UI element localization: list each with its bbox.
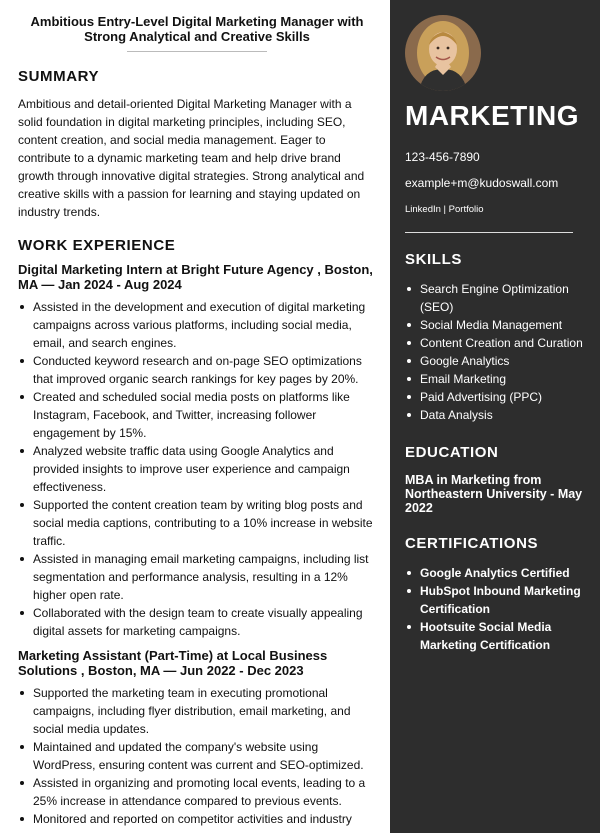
skill-item: Content Creation and Curation	[405, 334, 588, 352]
sidebar-divider	[405, 232, 573, 233]
job-2-bullet: Assisted in organizing and promoting local events, leading to a 25% increase in attendance compared to previous events.	[18, 774, 376, 810]
skill-item: Search Engine Optimization (SEO)	[405, 280, 588, 316]
skill-item: Data Analysis	[405, 406, 588, 424]
certification-item: Google Analytics Certified	[405, 564, 588, 582]
job-title-1: Digital Marketing Intern at Bright Future Agency , Boston, MA — Jan 2024 - Aug 2024	[18, 262, 373, 292]
job-1-bullet: Supported the content creation team by writing blog posts and social media captions, contributing to a 10% increase in website traffic.	[18, 496, 376, 550]
job-1-bullet: Assisted in managing email marketing campaigns, including list segmentation and performance analysis, resulting in a 12% higher open rate.	[18, 550, 376, 604]
certifications-heading: CERTIFICATIONS	[405, 535, 539, 552]
certification-item: HubSpot Inbound Marketing Certification	[405, 582, 588, 618]
skill-item: Paid Advertising (PPC)	[405, 388, 588, 406]
summary-heading: SUMMARY	[18, 68, 100, 85]
job-title-2: Marketing Assistant (Part-Time) at Local Business Solutions , Boston, MA — Jun 2022 - Dec 2023	[18, 648, 328, 678]
job-2-bullet: Monitored and reported on competitor activities and industry	[18, 810, 376, 828]
headline-divider	[127, 51, 267, 52]
work-experience-heading: WORK EXPERIENCE	[18, 237, 176, 254]
phone-number: 123-456-7890	[405, 150, 480, 164]
job-1-bullets	[18, 298, 376, 640]
job-1-bullet: Created and scheduled social media posts on platforms like Instagram, Facebook, and Twitter, increasing follower engagement by 15%.	[18, 388, 376, 442]
resume-sidebar	[390, 0, 600, 833]
summary-text: Ambitious and detail-oriented Digital Marketing Manager with a solid foundation in digital marketing principles, including SEO, content creation, and social media management. Eager to contribute to a dynamic marketing team and help drive brand growth through innovative digital strategies. Strong analytical and creative skills with a passion for learning and staying updated on industry trends.	[18, 97, 365, 219]
resume-headline: Ambitious Entry-Level Digital Marketing Manager with Strong Analytical and Creative Skills	[30, 14, 364, 44]
job-2-bullets	[18, 684, 376, 828]
email-address[interactable]: example+m@kudoswall.com	[405, 176, 559, 190]
profile-links[interactable]: LinkedIn | Portfolio	[405, 204, 484, 215]
education-entry: MBA in Marketing from Northeastern University - May 2022	[405, 473, 583, 515]
avatar	[405, 15, 481, 91]
education-heading: EDUCATION	[405, 444, 499, 461]
candidate-name: MARKETING	[405, 100, 580, 131]
skills-heading: SKILLS	[405, 251, 462, 268]
job-1-bullet: Assisted in the development and execution of digital marketing campaigns across various platforms, including social media, email, and search engines.	[18, 298, 376, 352]
skill-item: Google Analytics	[405, 352, 588, 370]
job-2-bullet: Supported the marketing team in executing promotional campaigns, including flyer distribution, email marketing, and social media updates.	[18, 684, 376, 738]
job-1-bullet: Conducted keyword research and on-page SEO optimizations that improved organic search rankings for key pages by 20%.	[18, 352, 376, 388]
certifications-list	[405, 564, 588, 654]
job-1-bullet: Collaborated with the design team to create visually appealing digital assets for marketing campaigns.	[18, 604, 376, 640]
job-1-bullet: Analyzed website traffic data using Google Analytics and provided insights to improve user experience and campaign effectiveness.	[18, 442, 376, 496]
portrait-photo-icon	[405, 15, 481, 91]
job-2-bullet: Maintained and updated the company's website using WordPress, ensuring content was current and SEO-optimized.	[18, 738, 376, 774]
skill-item: Email Marketing	[405, 370, 588, 388]
skills-list	[405, 280, 588, 424]
certification-item: Hootsuite Social Media Marketing Certification	[405, 618, 588, 654]
skill-item: Social Media Management	[405, 316, 588, 334]
